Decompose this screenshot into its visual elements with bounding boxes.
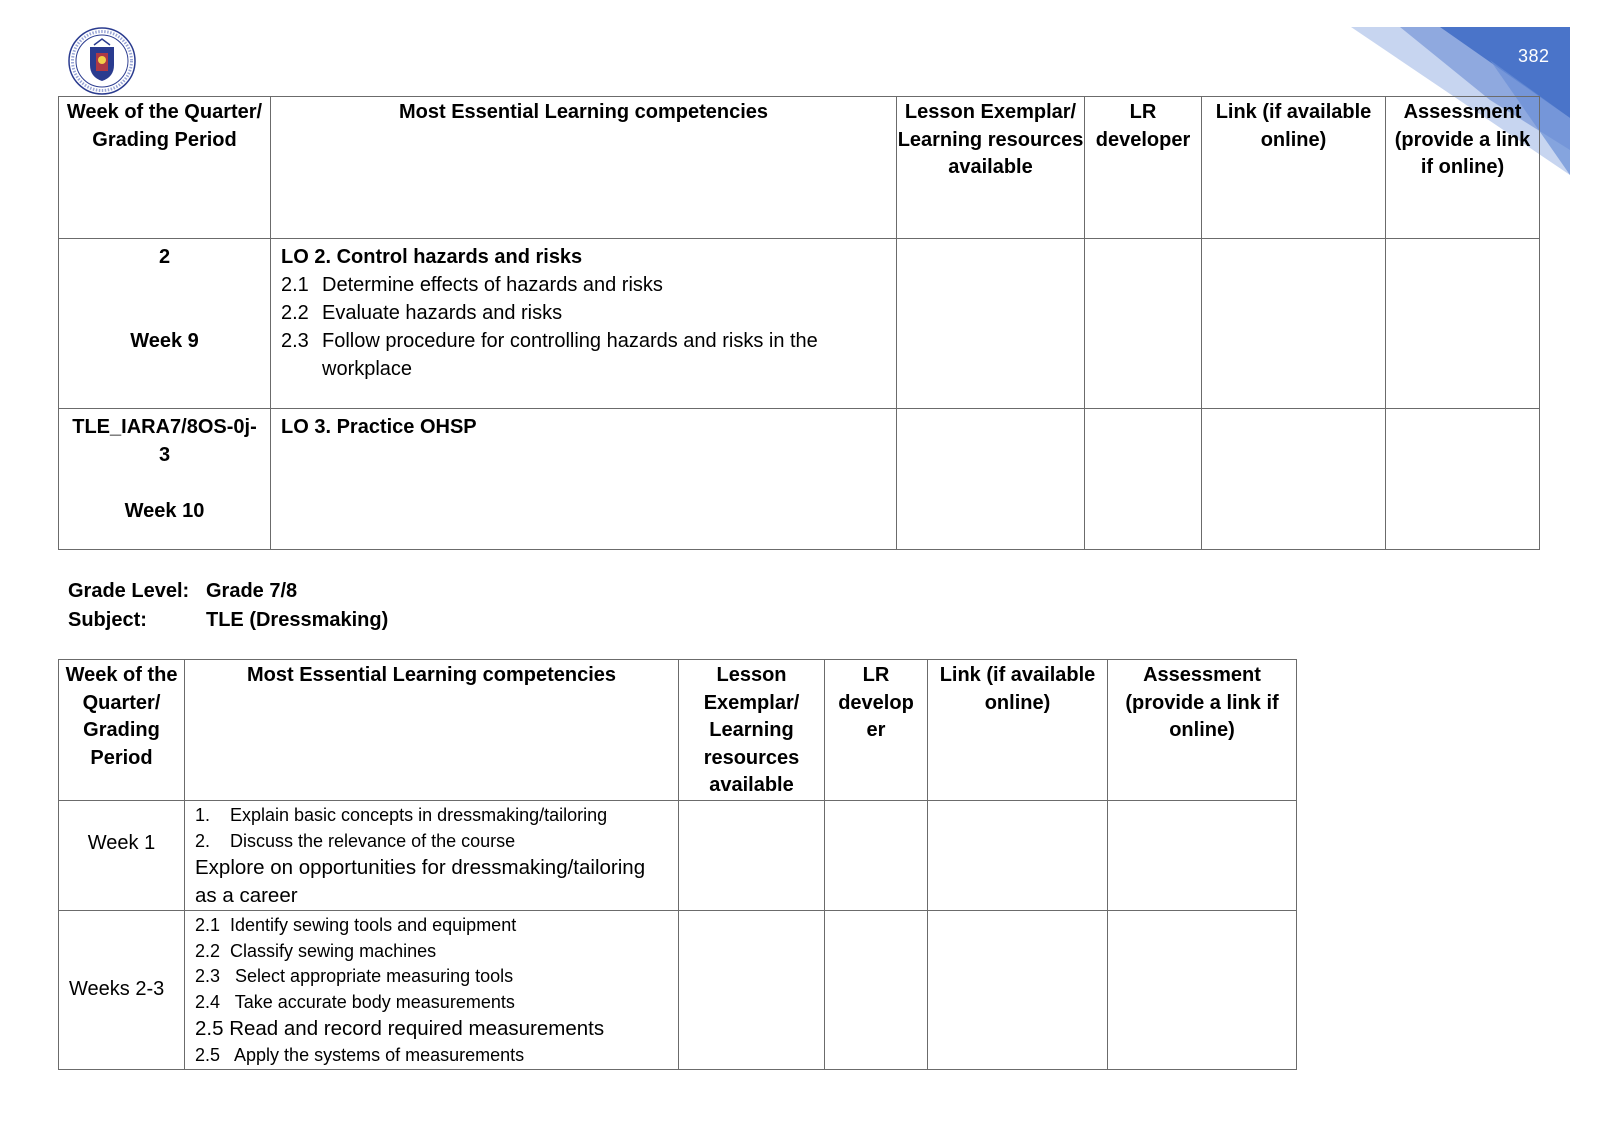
empty-cell bbox=[1386, 239, 1540, 409]
page-number: 382 bbox=[1518, 46, 1550, 66]
header-competencies: Most Essential Learning competencies bbox=[185, 660, 679, 801]
list-item: 2.1 Determine effects of hazards and risks bbox=[281, 274, 663, 296]
table-row bbox=[59, 239, 1540, 409]
week-cell bbox=[59, 239, 271, 409]
list-item: 2. Discuss the relevance of the course bbox=[195, 830, 516, 851]
week-label: Week 10 bbox=[124, 500, 205, 522]
table-row bbox=[59, 409, 1540, 550]
subject-value: TLE (Dressmaking) bbox=[206, 609, 389, 631]
list-item-extra: Explore on opportunities for dressmaking/tailoring as a career bbox=[195, 856, 646, 907]
empty-cell bbox=[1108, 911, 1297, 1070]
week-cell: Weeks 2-3 bbox=[59, 911, 185, 1070]
list-item: 2.3 Select appropriate measuring tools bbox=[195, 966, 514, 986]
week-code-suffix: 3 bbox=[158, 444, 171, 466]
empty-cell bbox=[679, 911, 825, 1070]
competency-cell bbox=[185, 801, 679, 911]
list-item: 2.4 Take accurate body measurements bbox=[195, 991, 515, 1012]
competency-cell bbox=[271, 239, 897, 409]
deped-seal-logo bbox=[68, 27, 136, 95]
week-cell: Week 1 bbox=[59, 801, 185, 911]
grade-level-label: Grade Level: bbox=[68, 580, 190, 602]
header-week: Week of the Quarter/ Grading Period bbox=[59, 97, 271, 239]
empty-cell bbox=[928, 801, 1108, 911]
lo-title: LO 2. Control hazards and risks bbox=[281, 246, 583, 268]
table-row bbox=[59, 801, 1297, 911]
empty-cell bbox=[825, 801, 928, 911]
competency-cell bbox=[271, 409, 897, 550]
header-assessment: Assessment (provide a link if online) bbox=[1386, 97, 1540, 239]
list-item: 2.1 Identify sewing tools and equipment bbox=[195, 915, 517, 935]
competency-table-1 bbox=[58, 96, 1540, 550]
lo-title: LO 3. Practice OHSP bbox=[281, 416, 477, 438]
competency-cell bbox=[185, 911, 679, 1070]
empty-cell bbox=[928, 911, 1108, 1070]
header-week: Week of the Quarter/ Grading Period bbox=[59, 660, 185, 801]
subject-label: Subject: bbox=[68, 609, 147, 631]
header-link: Link (if available online) bbox=[928, 660, 1108, 801]
list-item: 2.5 Read and record required measurements bbox=[195, 1017, 605, 1040]
empty-cell bbox=[897, 239, 1085, 409]
list-item: 2.5 Apply the systems of measurements bbox=[195, 1045, 525, 1065]
empty-cell bbox=[679, 801, 825, 911]
list-item: 2.2 Classify sewing machines bbox=[195, 940, 437, 961]
header-link: Link (if available online) bbox=[1202, 97, 1386, 239]
week-cell bbox=[59, 409, 271, 550]
header-assessment: Assessment (provide a link if online) bbox=[1108, 660, 1297, 801]
empty-cell bbox=[1085, 239, 1202, 409]
list-item: 2.2 Evaluate hazards and risks bbox=[281, 302, 563, 324]
competency-table-2 bbox=[58, 659, 1297, 1070]
week-code: TLE_IARA7/8OS-0j- bbox=[72, 416, 257, 438]
list-item: 1. Explain basic concepts in dressmaking/tailoring bbox=[195, 805, 608, 825]
header-lesson-exemplar: Lesson Exemplar/ Learning resources available bbox=[679, 660, 825, 801]
empty-cell bbox=[897, 409, 1085, 550]
empty-cell bbox=[1202, 239, 1386, 409]
week-label: Week 9 bbox=[130, 330, 199, 352]
header-lr-developer: LR develop er bbox=[825, 660, 928, 801]
empty-cell bbox=[1108, 801, 1297, 911]
list-item: 2.3 Follow procedure for controlling hazards and risks in the workplace bbox=[281, 330, 818, 380]
empty-cell bbox=[825, 911, 928, 1070]
empty-cell bbox=[1085, 409, 1202, 550]
empty-cell bbox=[1386, 409, 1540, 550]
header-lesson-exemplar: Lesson Exemplar/ Learning resources available bbox=[897, 97, 1085, 239]
table-row bbox=[59, 911, 1297, 1070]
header-competencies: Most Essential Learning competencies bbox=[271, 97, 897, 239]
grade-level-value: Grade 7/8 bbox=[206, 580, 298, 602]
grade-level-line bbox=[68, 580, 297, 603]
week-number: 2 bbox=[158, 246, 171, 268]
empty-cell bbox=[1202, 409, 1386, 550]
subject-line bbox=[68, 609, 388, 632]
header-lr-developer: LR developer bbox=[1085, 97, 1202, 239]
